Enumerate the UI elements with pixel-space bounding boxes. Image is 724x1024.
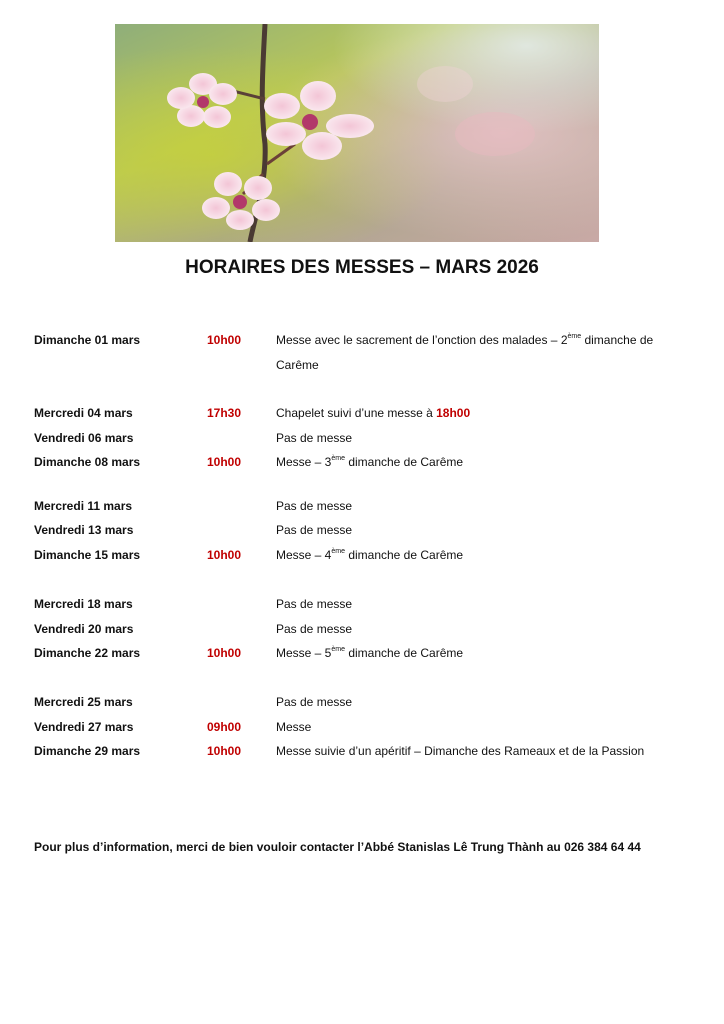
row-day: Vendredi 06 mars: [34, 431, 134, 445]
row-description: Pas de messe: [276, 523, 353, 537]
row-description: Messe – 4ème dimanche de Carême: [276, 548, 464, 562]
row-time: 10h00: [207, 333, 242, 347]
schedule-row: [0, 404, 724, 426]
row-description: Pas de messe: [276, 597, 353, 611]
row-time: 17h30: [207, 406, 242, 420]
row-description: Pas de messe: [276, 499, 353, 513]
row-description: Messe: [276, 720, 312, 734]
schedule-row: [0, 331, 724, 353]
schedule-row: [0, 718, 724, 740]
row-day: Vendredi 13 mars: [34, 523, 134, 537]
row-day: Vendredi 27 mars: [34, 720, 134, 734]
schedule-row: [0, 497, 724, 519]
row-time: 09h00: [207, 720, 242, 734]
schedule-row: [0, 595, 724, 617]
schedule-row: [0, 521, 724, 543]
row-description: Pas de messe: [276, 695, 353, 709]
row-time: 10h00: [207, 548, 242, 562]
row-description: Messe suivie d’un apéritif – Dimanche des Rameaux et de la Passion: [276, 744, 645, 758]
row-day: Dimanche 15 mars: [34, 548, 141, 562]
schedule-row: [0, 546, 724, 568]
schedule-row: [0, 453, 724, 475]
row-description: Messe – 3ème dimanche de Carême: [276, 455, 464, 469]
row-description: Messe – 5ème dimanche de Carême: [276, 646, 464, 660]
row-day: Dimanche 22 mars: [34, 646, 141, 660]
schedule-row: [0, 742, 724, 764]
row-day: Dimanche 01 mars: [34, 333, 141, 347]
schedule-row: [0, 429, 724, 451]
page-title: HORAIRES DES MESSES – MARS 2026: [185, 257, 539, 278]
row-day: Dimanche 08 mars: [34, 455, 141, 469]
row-description: Carême: [276, 358, 319, 372]
row-description: Chapelet suivi d’une messe à 18h00: [276, 406, 471, 420]
row-description: Pas de messe: [276, 431, 353, 445]
contact-footer: Pour plus d’information, merci de bien vouloir contacter l’Abbé Stanislas Lê Trung Thành au 026 384 64 44: [34, 840, 641, 854]
schedule-row: [0, 620, 724, 642]
row-time: 10h00: [207, 646, 242, 660]
schedule-row: [0, 693, 724, 715]
schedule-row: [0, 644, 724, 666]
row-time: 10h00: [207, 744, 242, 758]
row-day: Mercredi 25 mars: [34, 695, 133, 709]
row-day: Vendredi 20 mars: [34, 622, 134, 636]
row-description: Pas de messe: [276, 622, 353, 636]
row-time: 10h00: [207, 455, 242, 469]
row-day: Dimanche 29 mars: [34, 744, 141, 758]
row-day: Mercredi 18 mars: [34, 597, 133, 611]
blossom-image: [115, 24, 599, 242]
row-day: Mercredi 04 mars: [34, 406, 133, 420]
row-day: Mercredi 11 mars: [34, 499, 133, 513]
row-description: Messe avec le sacrement de l’onction des malades – 2ème dimanche de: [276, 333, 654, 347]
blossom-photo: [115, 24, 599, 242]
schedule-row-continuation: [0, 356, 724, 378]
